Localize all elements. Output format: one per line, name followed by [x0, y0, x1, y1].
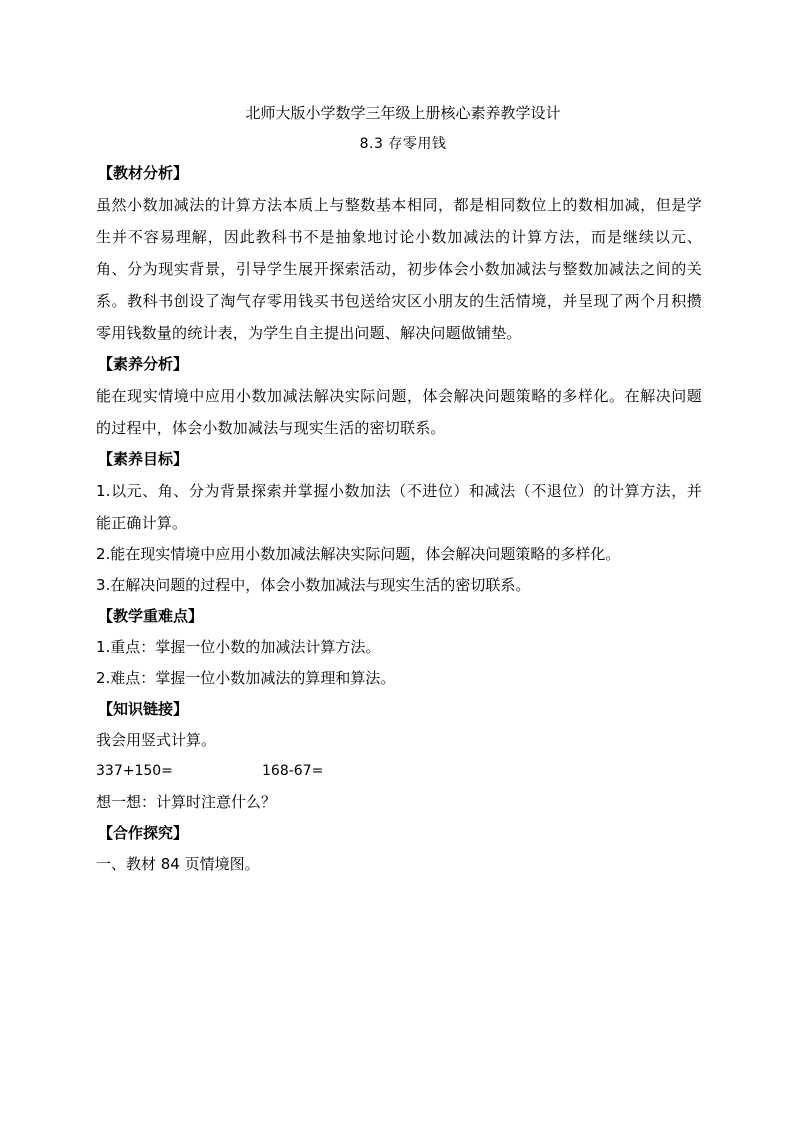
section-heading-literacy-analysis: 【素养分析】 — [98, 355, 189, 373]
section-heading-key-points: 【教学重难点】 — [98, 607, 204, 625]
section-heading-knowledge-link: 【知识链接】 — [98, 700, 189, 718]
knowledge-link-intro: 我会用竖式计算。 — [96, 731, 217, 749]
knowledge-link-think: 想一想：计算时注意什么？ — [96, 793, 277, 811]
section-heading-cooperative: 【合作探究】 — [98, 824, 189, 842]
document-title: 北师大版小学数学三年级上册核心素养教学设计 — [245, 104, 561, 122]
document-page — [96, 96, 702, 880]
literacy-goal-item: 2.能在现实情境中应用小数加减法解决实际问题，体会解决问题策略的多样化。 — [96, 545, 621, 563]
exercise-expression-1: 337+150= — [96, 763, 173, 779]
literacy-goal-item: 1.以元、角、分为背景探索并掌握小数加法（不进位）和减法（不退位）的计算方法，并能正确计算。 — [96, 482, 702, 532]
section-heading-textbook-analysis: 【教材分析】 — [98, 164, 189, 182]
cooperative-item: 一、教材 84 页情境图。 — [96, 855, 260, 873]
textbook-analysis-paragraph: 虽然小数加减法的计算方法本质上与整数基本相同，都是相同数位上的数相加减，但是学生并不容易理解，因此教科书不是抽象地讨论小数加减法的计算方法，而是继续以元、角、分为现实背景，引导学生展开探索活动，初步体会小数加减法与整数加减法之间的关系。教科书创设了淘气存零用钱买书包送给灾区小朋友的生活情境，并呈现了两个月积攒零用钱数量的统计表，为学生自主提出问题、解决问题做铺垫。 — [96, 196, 702, 342]
exercise-row — [96, 756, 702, 787]
literacy-goal-item: 3.在解决问题的过程中，体会小数加减法与现实生活的密切联系。 — [96, 576, 531, 594]
literacy-analysis-paragraph: 能在现实情境中应用小数加减法解决实际问题，体会解决问题策略的多样化。在解决问题的过程中，体会小数加减法与现实生活的密切联系。 — [96, 387, 702, 437]
document-subtitle: 8.3 存零用钱 — [359, 136, 447, 152]
key-point-item: 1.重点：掌握一位小数的加减法计算方法。 — [96, 638, 381, 656]
key-point-item: 2.难点：掌握一位小数加减法的算理和算法。 — [96, 669, 396, 687]
exercise-expression-2: 168-67= — [262, 763, 324, 779]
section-heading-literacy-goals: 【素养目标】 — [98, 450, 189, 468]
